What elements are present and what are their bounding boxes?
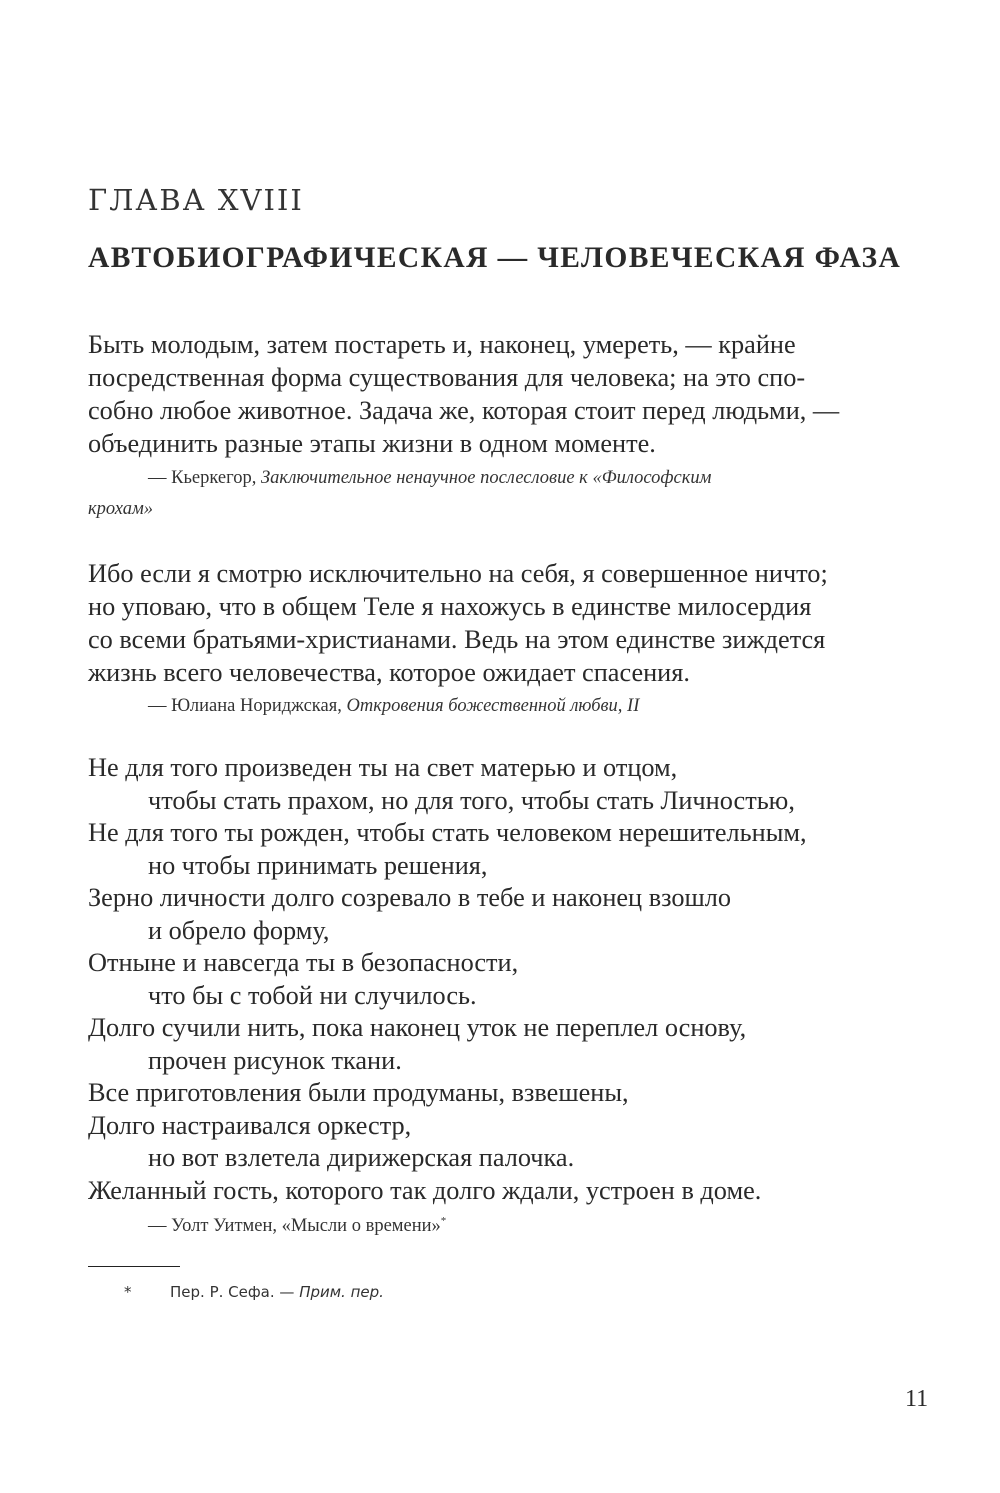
chapter-title: АВТОБИОГРАФИЧЕСКАЯ — ЧЕЛОВЕЧЕСКАЯ ФАЗА [88,242,902,274]
poem-line: что бы с тобой ни случилось. [148,981,477,1010]
poem-line: но чтобы принимать решения, [148,851,488,880]
epigraph-line: Ибо если я смотрю исключительно на себя, я совершенное ничто; [88,559,828,588]
poem-line: но вот взлетела дирижерская палочка. [148,1143,575,1172]
epigraph-attribution-continued [88,499,153,520]
epigraph-line: объединить разные этапы жизни в одном моменте. [88,429,656,458]
poem-line: чтобы стать прахом, но для того, чтобы стать Личностью, [148,786,795,815]
footnote-mark: * [124,1283,132,1301]
poem-line: Не для того ты рожден, чтобы стать человеком нерешительным, [88,818,807,847]
footnote-text: Пер. Р. Сефа. — [170,1283,295,1301]
page-number: 11 [905,1386,929,1412]
poem-line: Долго настраивался оркестр, [88,1111,412,1140]
epigraph-line: собно любое животное. Задача же, которая стоит перед людьми, — [88,396,840,425]
poem-line: прочен рисунок ткани. [148,1046,402,1075]
poem-line: и обрело форму, [148,916,330,945]
attribution-author: — Юлиана Нориджская, [148,696,342,716]
poem-line: Не для того произведен ты на свет матерью и отцом, [88,753,678,782]
poem-line: Отныне и навсегда ты в безопасности, [88,948,519,977]
epigraph-attribution [148,468,711,489]
epigraph-line: Быть молодым, затем постареть и, наконец, умереть, — крайне [88,330,796,359]
epigraph-line: жизнь всего человечества, которое ожидает спасения. [88,658,690,687]
epigraph-line: посредственная форма существования для человека; на это спо- [88,363,806,392]
attribution-work: Откровения божественной любви, II [346,696,640,716]
attribution-author: — Кьеркегор, [148,468,257,488]
attribution-work: крохам» [88,499,154,519]
epigraph-attribution [148,1215,446,1237]
poem-line: Долго сучили нить, пока наконец уток не переплел основу, [88,1013,747,1042]
footnote-italic: Прим. пер. [299,1283,384,1301]
footnote [124,1283,384,1301]
poem-line: Желанный гость, которого так долго ждали, устроен в доме. [88,1176,762,1205]
footnote-divider [88,1266,180,1267]
attribution-text: — Уолт Уитмен, «Мысли о времени» [148,1216,441,1237]
chapter-label: ГЛАВА XVIII [88,183,304,217]
poem-line: Все приготовления были продуманы, взвешены, [88,1078,629,1107]
poem-line: Зерно личности долго созревало в тебе и наконец взошло [88,883,732,912]
epigraph-line: со всеми братьями-христианами. Ведь на этом единстве зиждется [88,625,826,654]
attribution-work: Заключительное ненаучное послесловие к «Философским [260,468,712,488]
footnote-reference: * [440,1215,447,1227]
epigraph-attribution [148,696,639,717]
epigraph-line: но уповаю, что в общем Теле я нахожусь в единстве милосердия [88,592,812,621]
